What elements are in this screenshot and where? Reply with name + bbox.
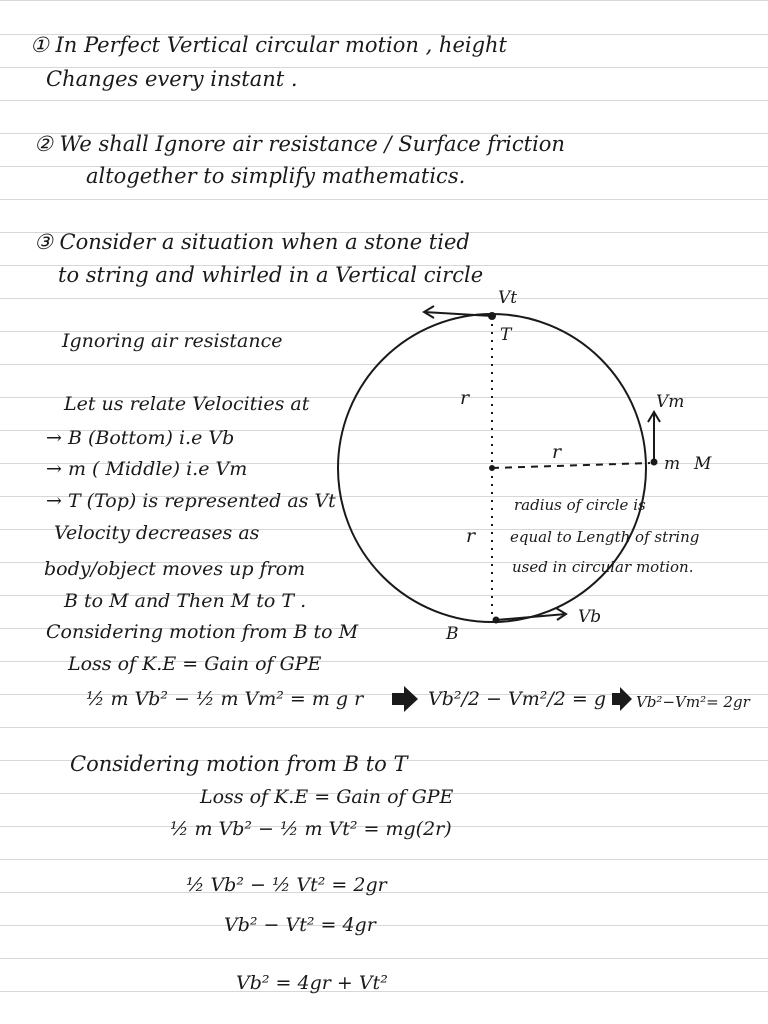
b-to-m-eq-2: Vb²/2 − Vm²/2 = g r [428, 688, 622, 710]
point-center [489, 465, 495, 471]
radius-note-1: radius of circle is [514, 496, 646, 514]
point-3-line-2: to string and whirled in a Vertical circle [58, 263, 484, 287]
horizontal-radius [492, 463, 650, 468]
implies-arrow-1 [392, 686, 418, 712]
velocity-note-1: Velocity decreases as [54, 522, 260, 544]
b-to-t-eq-3: Vb² − Vt² = 4gr [224, 914, 376, 936]
b-to-m-eq-1: ½ m Vb² − ½ m Vm² = m g r [86, 688, 364, 710]
point-1-line-2: Changes every instant . [46, 67, 298, 91]
point-3-line-1: ③ Consider a situation when a stone tied [34, 230, 470, 254]
point-1-line-1: ① In Perfect Vertical circular motion , height [30, 33, 507, 57]
label-vt: Vt [498, 288, 518, 308]
b-to-t-energy: Loss of K.E = Gain of GPE [200, 786, 454, 808]
b-to-t-eq-1: ½ m Vb² − ½ m Vt² = mg(2r) [170, 818, 452, 840]
b-to-t-eq-4: Vb² = 4gr + Vt² [236, 972, 388, 994]
label-m-point: M [694, 454, 712, 474]
label-t: T [500, 325, 512, 345]
bullet-middle: → m ( Middle) i.e Vm [46, 458, 248, 480]
label-vm: Vm [656, 392, 685, 412]
label-r-lower: r [466, 525, 476, 547]
arrow-vb-line [496, 614, 566, 620]
label-r-radius: r [552, 441, 562, 463]
label-b: B [446, 624, 459, 644]
bullet-bottom: → B (Bottom) i.e Vb [46, 427, 235, 449]
velocity-note-2: body/object moves up from [44, 558, 306, 580]
heading-b-to-t: Considering motion from B to T [70, 752, 408, 776]
b-to-t-eq-2: ½ Vb² − ½ Vt² = 2gr [186, 874, 387, 896]
b-to-m-energy: Loss of K.E = Gain of GPE [68, 653, 322, 675]
ignoring-air-resistance: Ignoring air resistance [62, 330, 283, 352]
radius-note-2: equal to Length of string [510, 528, 700, 546]
radius-note-3: used in circular motion. [512, 558, 694, 576]
label-r-upper: r [460, 387, 470, 409]
velocity-note-3: B to M and Then M to T . [64, 590, 307, 612]
label-m-mass: m [664, 454, 681, 474]
label-vb: Vb [578, 607, 602, 627]
heading-b-to-m: Considering motion from B to M [46, 621, 359, 643]
point-2-line-1: ② We shall Ignore air resistance / Surface friction [34, 132, 565, 156]
b-to-m-eq-3: Vb²−Vm²= 2gr [636, 693, 750, 711]
bullet-top: → T (Top) is represented as Vt [46, 490, 336, 512]
relate-velocities: Let us relate Velocities at [64, 393, 310, 415]
point-2-line-2: altogether to simplify mathematics. [86, 164, 466, 188]
